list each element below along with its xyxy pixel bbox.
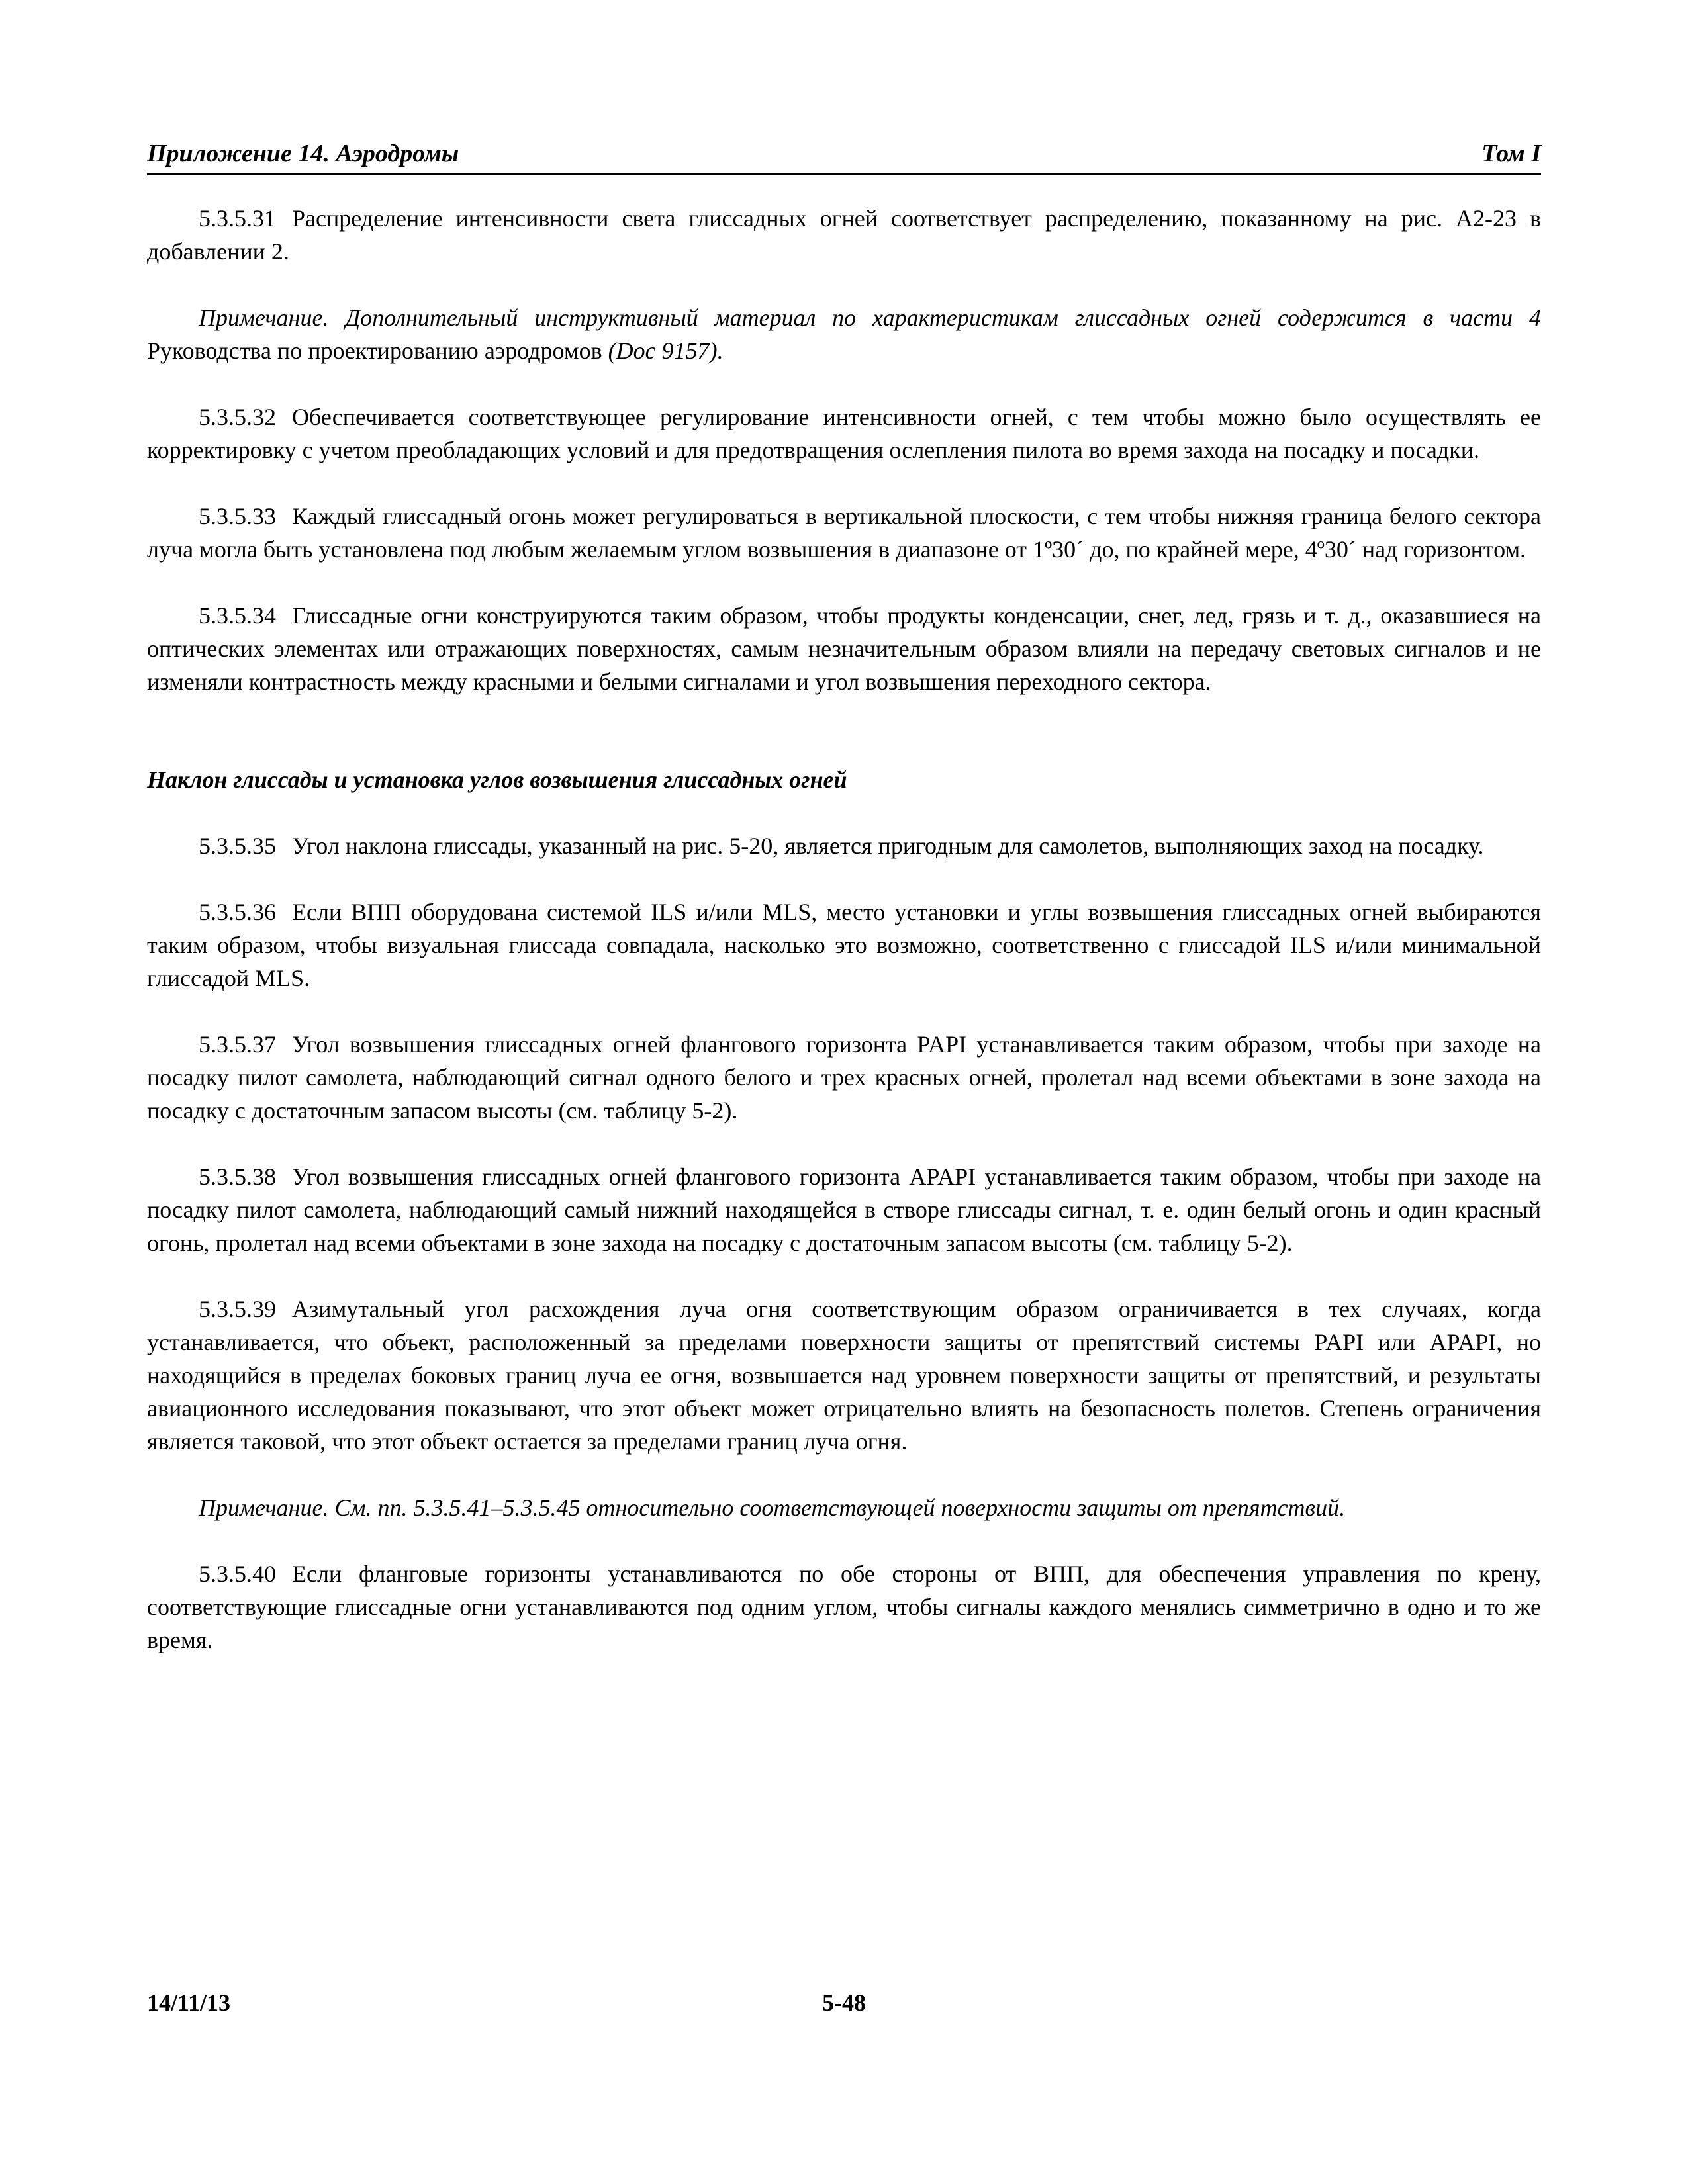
paragraph-number: 5.3.5.33 xyxy=(199,503,276,529)
note-text-part2: (Doc 9157). xyxy=(602,338,724,364)
paragraph-5-3-5-40 xyxy=(147,1557,1541,1657)
paragraph-number: 5.3.5.38 xyxy=(199,1163,276,1190)
paragraph-text: Азимутальный угол расхождения луча огня соответствующим образом ограничивается в тех случаях, когда устанавливается, что объект, расположенный за пределами поверхности защиты от препятствий системы PAPI или APAPI, но находящийся в пределах боковых границ луча ее огня, возвышается над уровнем поверхности защиты от препятствий, и результаты авиационного исследования показывают, что этот объект может отрицательно влиять на безопасность полетов. Степень ограничения является таковой, что этот объект остается за пределами границ луча огня. xyxy=(147,1296,1541,1455)
page-footer xyxy=(147,1989,1541,2022)
paragraph-number: 5.3.5.39 xyxy=(199,1296,276,1322)
note-obstacle-surface xyxy=(147,1491,1541,1524)
paragraph-5-3-5-38 xyxy=(147,1160,1541,1259)
paragraph-number: 5.3.5.40 xyxy=(199,1561,276,1587)
footer-date: 14/11/13 xyxy=(147,1989,231,2016)
section-heading: Наклон глиссады и установка углов возвышения глиссадных огней xyxy=(147,766,847,793)
paragraph-number: 5.3.5.37 xyxy=(199,1031,276,1058)
note-text: Примечание. См. пп. 5.3.5.41–5.3.5.45 относительно соответствующей поверхности защиты от препятствий. xyxy=(199,1494,1346,1521)
page-header xyxy=(147,132,1541,175)
page-body xyxy=(147,202,1541,1690)
header-document-title: Приложение 14. Аэродромы xyxy=(147,140,459,167)
note-guidance-material xyxy=(147,301,1541,367)
paragraph-text: Угол наклона глиссады, указанный на рис. 5-20, является пригодным для самолетов, выполняющих заход на посадку. xyxy=(292,833,1484,859)
paragraph-5-3-5-36 xyxy=(147,895,1541,995)
paragraph-text: Угол возвышения глиссадных огней флангового горизонта APAPI устанавливается таким образом, чтобы при заходе на посадку пилот самолета, наблюдающий самый нижний находящейся в створе глиссады сигнал, т. е. один белый огонь и один красный огонь, пролетал над всеми объектами в зоне захода на посадку с достаточным запасом высоты (см. таблицу 5-2). xyxy=(147,1163,1541,1256)
paragraph-number: 5.3.5.35 xyxy=(199,833,276,859)
note-document-reference: Руководства по проектированию аэродромов xyxy=(147,338,602,364)
paragraph-number: 5.3.5.34 xyxy=(199,602,276,629)
paragraph-text: Если ВПП оборудована системой ILS и/или MLS, место установки и углы возвышения глиссадных огней выбираются таким образом, чтобы визуальная глиссада совпадала, насколько это возможно, соответственно с глиссадой ILS и/или минимальной глиссадой MLS. xyxy=(147,899,1541,991)
paragraph-5-3-5-39 xyxy=(147,1293,1541,1458)
paragraph-5-3-5-31 xyxy=(147,202,1541,268)
paragraph-5-3-5-32 xyxy=(147,400,1541,467)
paragraph-5-3-5-37 xyxy=(147,1028,1541,1127)
note-text-part1: Примечание. Дополнительный инструктивный материал по характеристикам глиссадных огней содержится в части 4 xyxy=(199,304,1541,331)
header-volume: Том I xyxy=(1481,140,1541,167)
paragraph-number: 5.3.5.36 xyxy=(199,899,276,925)
paragraph-5-3-5-35 xyxy=(147,829,1541,862)
paragraph-text: Угол возвышения глиссадных огней флангового горизонта PAPI устанавливается таким образом, чтобы при заходе на посадку пилот самолета, наблюдающий сигнал одного белого и трех красных огней, пролетал над всеми объектами в зоне захода на посадку с достаточным запасом высоты (см. таблицу 5-2). xyxy=(147,1031,1541,1124)
paragraph-text: Каждый глиссадный огонь может регулироваться в вертикальной плоскости, с тем чтобы нижняя граница белого сектора луча могла быть установлена под любым желаемым углом возвышения в диапазоне от 1º30´ до, по крайней мере, 4º30´ над горизонтом. xyxy=(147,503,1541,563)
paragraph-text: Глиссадные огни конструируются таким образом, чтобы продукты конденсации, снег, лед, грязь и т. д., оказавшиеся на оптических элементах или отражающих поверхностях, самым незначительным образом влияли на передачу световых сигналов и не изменяли контрастность между красными и белыми сигналами и угол возвышения переходного сектора. xyxy=(147,602,1541,695)
paragraph-number: 5.3.5.32 xyxy=(199,404,276,430)
paragraph-5-3-5-34 xyxy=(147,599,1541,698)
paragraph-text: Распределение интенсивности света глиссадных огней соответствует распределению, показанному на рис. А2-23 в добавлении 2. xyxy=(147,205,1541,265)
paragraph-text: Если фланговые горизонты устанавливаются по обе стороны от ВПП, для обеспечения управления по крену, соответствующие глиссадные огни устанавливаются под одним углом, чтобы сигналы каждого менялись симметрично в одно и то же время. xyxy=(147,1561,1541,1653)
footer-page-number: 5-48 xyxy=(822,1989,866,2016)
paragraph-number: 5.3.5.31 xyxy=(199,205,276,232)
paragraph-text: Обеспечивается соответствующее регулирование интенсивности огней, с тем чтобы можно было осуществлять ее корректировку с учетом преобладающих условий и для предотвращения ослепления пилота во время захода на посадку и посадки. xyxy=(147,404,1541,463)
paragraph-5-3-5-33 xyxy=(147,500,1541,566)
